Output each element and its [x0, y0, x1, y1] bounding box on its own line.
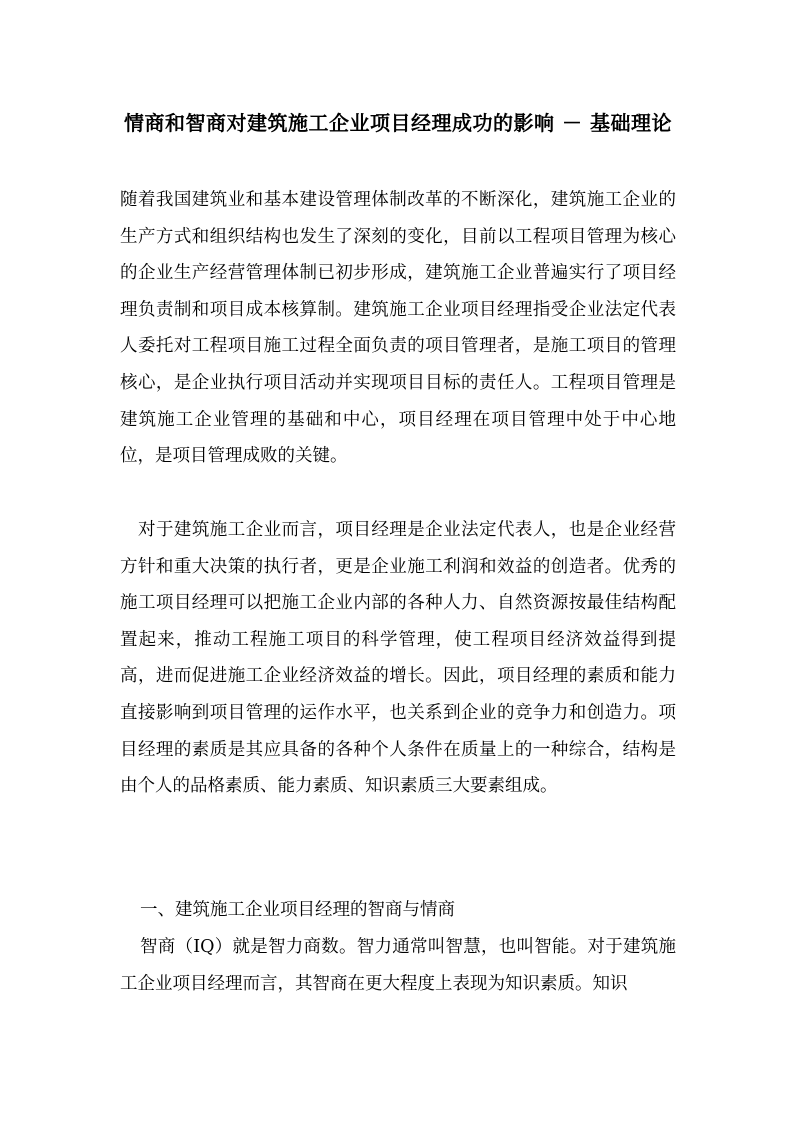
paragraph-intro: 随着我国建筑业和基本建设管理体制改革的不断深化，建筑施工企业的生产方式和组织结构也发生了深刻的变化，目前以工程项目管理为核心的企业生产经营管理体制已初步形成，建筑施工企业普遍实行了项目经理负责制和项目成本核算制。建筑施工企业项目经理指受企业法定代表人委托对工程项目施工过程全面负责的项目管理者，是施工项目的管理核心，是企业执行项目活动并实现项目目标的责任人。工程项目管理是建筑施工企业管理的基础和中心，项目经理在项目管理中处于中心地位，是项目管理成败的关键。 [120, 190, 676, 467]
paragraph-project-manager-role: 对于建筑施工企业而言，项目经理是企业法定代表人，也是企业经营方针和重大决策的执行者，更是企业施工利润和效益的创造者。优秀的施工项目经理可以把施工企业内部的各种人力、自然资源按最佳结构配置起来，推动工程施工项目的科学管理，使工程项目经济效益得到提高，进而促进施工企业经济效益的增长。因此，项目经理的素质和能力直接影响到项目管理的运作水平，也关系到企业的竞争力和创造力。项目经理的素质是其应具备的各种个人条件在质量上的一种综合，结构是由个人的品格素质、能力素质、知识素质三大要素组成。 [120, 520, 676, 797]
paragraph-iq: 智商（IQ）就是智力商数。智力通常叫智慧，也叫智能。对于建筑施工企业项目经理而言，其智商在更大程度上表现为知识素质。知识 [120, 937, 676, 994]
document-title: 情商和智商对建筑施工企业项目经理成功的影响 － 基础理论 [124, 111, 672, 135]
section-heading: 一、建筑施工企业项目经理的智商与情商 [140, 900, 455, 920]
